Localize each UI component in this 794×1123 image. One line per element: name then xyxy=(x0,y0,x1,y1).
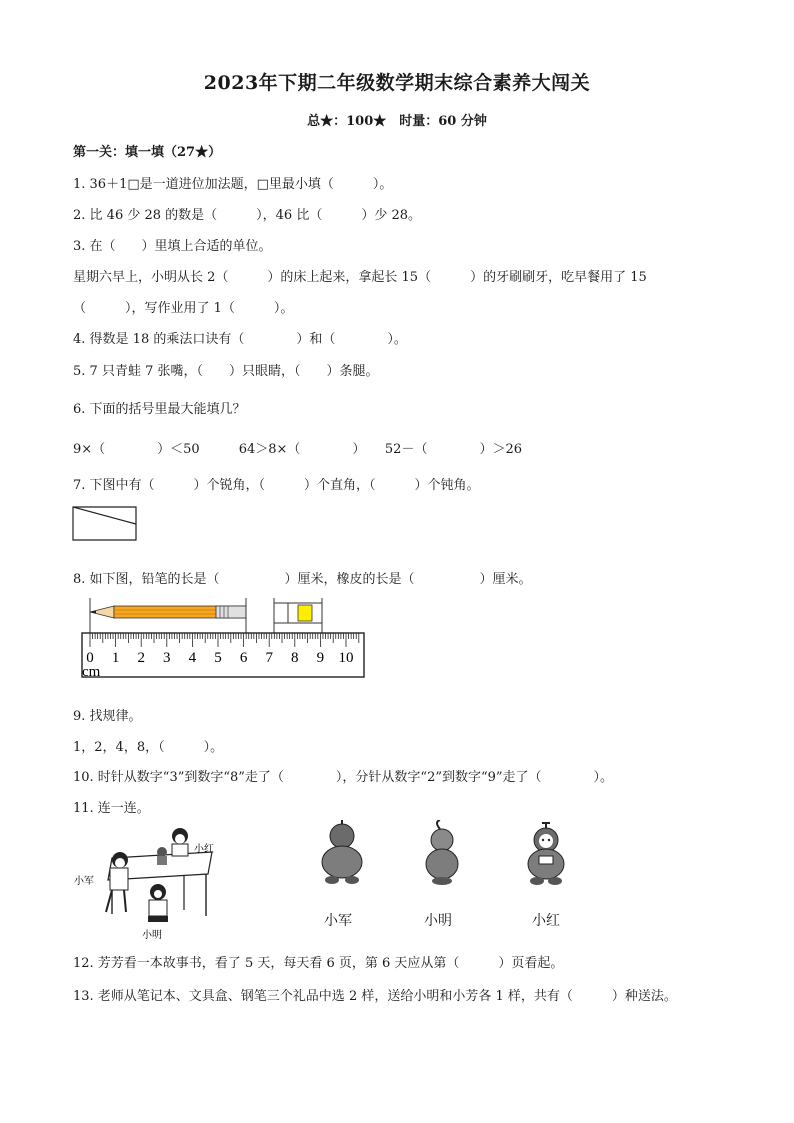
ruler-number: 5 xyxy=(214,650,222,666)
scene-label-xiaoming: 小明 xyxy=(142,930,162,941)
question-7: 7. 下图中有（ ）个锐角，（ ）个直角，（ ）个钝角。 xyxy=(73,478,480,493)
pencil xyxy=(90,606,246,618)
question-8: 8. 如下图，铅笔的长是（ ）厘米，橡皮的长是（ ）厘米。 xyxy=(73,572,532,587)
angle-figure xyxy=(72,506,138,542)
ruler-number: 6 xyxy=(239,650,248,666)
figure-back-view xyxy=(312,820,372,886)
question-9-sequence: 1，2，4，8，（ ）。 xyxy=(73,740,224,755)
question-6: 6. 下面的括号里最大能填几？ xyxy=(73,402,246,417)
question-6-items: 9×（ ）＜50 64＞8×（ ） 52－（ ）＞26 xyxy=(73,442,522,457)
figure-side-view xyxy=(418,820,468,886)
ruler-number: 8 xyxy=(291,650,299,666)
question-2: 2. 比 46 少 28 的数是（ ），46 比（ ）少 28。 xyxy=(73,208,421,223)
children-table-scene xyxy=(72,822,242,944)
page-subtitle: 总★：100★ 时量：60 分钟 xyxy=(307,114,487,129)
question-3: 3. 在（ ）里填上合适的单位。 xyxy=(73,239,272,254)
question-3-line-b: （ ），写作业用了 1（ ）。 xyxy=(73,301,294,316)
caption-xiaoming: 小明 xyxy=(424,913,452,929)
eraser xyxy=(274,603,322,623)
ruler-number: 9 xyxy=(316,650,325,666)
question-4: 4. 得数是 18 的乘法口诀有（ ）和（ ）。 xyxy=(73,332,407,347)
question-13: 13. 老师从笔记本、文具盒、钢笔三个礼品中选 2 样，送给小明和小芳各 1 样，共有（ ）种送法。 xyxy=(73,989,677,1004)
caption-xiaohong: 小红 xyxy=(532,913,560,929)
ruler-unit: cm xyxy=(82,664,101,680)
page-title: 2023年下期二年级数学期末综合素养大闯关 xyxy=(203,72,591,94)
scene-label-xiaohong: 小红 xyxy=(194,844,214,855)
question-5: 5. 7 只青蛙 7 张嘴，（ ）只眼睛，（ ）条腿。 xyxy=(73,364,379,379)
ruler-figure xyxy=(78,596,370,682)
ruler-number: 1 xyxy=(111,650,120,666)
ruler-number: 4 xyxy=(188,650,197,666)
question-1: 1. 36＋1□是一道进位加法题，□里最小填（ ）。 xyxy=(73,177,393,192)
question-10: 10. 时针从数字“3”到数字“8”走了（ ），分针从数字“2”到数字“9”走了（ ）。 xyxy=(73,770,614,785)
ruler-number: 3 xyxy=(163,650,171,666)
question-3-line-a: 星期六早上，小明从长 2（ ）的床上起来，拿起长 15（ ）的牙刷刷牙，吃早餐用了 15 xyxy=(73,270,647,285)
ruler-number: 7 xyxy=(265,650,273,666)
scene-label-xiaojun: 小军 xyxy=(74,876,94,887)
figure-front-view xyxy=(518,820,574,886)
caption-xiaojun: 小军 xyxy=(324,913,352,929)
ruler-number: 10 xyxy=(338,650,354,666)
section-heading: 第一关：填一填（27★） xyxy=(73,145,222,160)
question-12: 12. 芳芳看一本故事书，看了 5 天，每天看 6 页，第 6 天应从第（ ）页看起。 xyxy=(73,956,564,971)
ruler-number: 2 xyxy=(137,650,145,666)
ruler-number: 0 xyxy=(86,650,94,666)
question-11: 11. 连一连。 xyxy=(73,801,150,816)
question-9: 9. 找规律。 xyxy=(73,709,142,724)
